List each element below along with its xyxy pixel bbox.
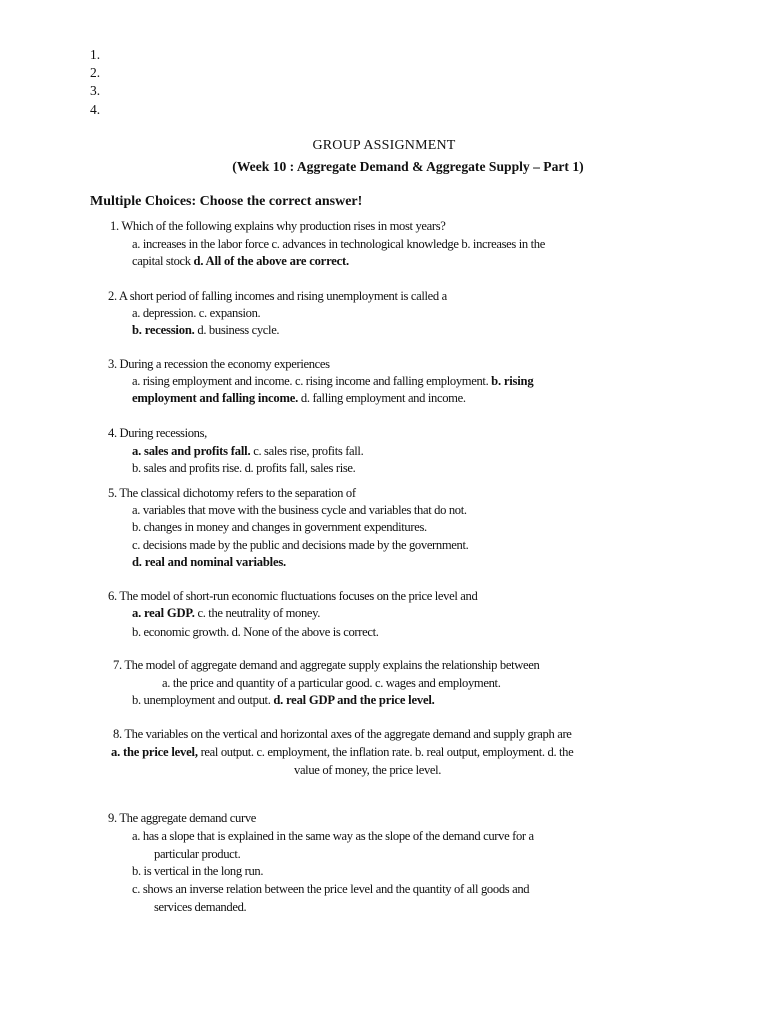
option-text: c. the neutrality of money.	[194, 606, 321, 620]
question-4-options-line-2: b. sales and profits rise. d. profits fall, sales rise.	[132, 461, 356, 475]
question-5-option-c: c. decisions made by the public and decisions made by the government.	[132, 538, 469, 552]
question-4-options-line-1	[132, 443, 363, 460]
question-9-option-c-cont: services demanded.	[154, 900, 247, 914]
question-6-options-line-2: b. economic growth. d. None of the above is correct.	[132, 625, 379, 639]
question-9-stem: 9. The aggregate demand curve	[108, 811, 257, 825]
question-7-options-line-2	[132, 692, 435, 709]
correct-answer: a. sales and profits fall.	[132, 444, 251, 458]
question-1-options-line-2	[132, 253, 349, 270]
question-8-stem: 8. The variables on the vertical and horizontal axes of the aggregate demand and supply graph are	[113, 727, 572, 741]
question-7-stem: 7. The model of aggregate demand and aggregate supply explains the relationship between	[113, 658, 540, 672]
correct-answer: d. All of the above are correct.	[193, 254, 349, 268]
option-text: capital stock	[132, 254, 194, 268]
assignment-subtitle: (Week 10 : Aggregate Demand & Aggregate Supply – Part 1)	[232, 159, 584, 174]
question-2-stem: 2. A short period of falling incomes and rising unemployment is called a	[108, 289, 447, 303]
option-text: real output. c. employment, the inflation rate. b. real output, employment. d. the	[197, 745, 574, 759]
correct-answer-part-2: employment and falling income.	[132, 391, 299, 405]
question-6-options-line-1	[132, 605, 320, 622]
question-3-options-line-1	[132, 373, 533, 390]
option-text: b. unemployment and output.	[132, 693, 274, 707]
correct-answer: b. recession.	[132, 323, 195, 337]
question-1-options-line-1: a. increases in the labor force c. advances in technological knowledge b. increases in the	[132, 237, 545, 251]
question-7-options-line-1: a. the price and quantity of a particular good. c. wages and employment.	[162, 676, 501, 690]
list-number-2: 2.	[90, 65, 101, 80]
question-9-option-b: b. is vertical in the long run.	[132, 864, 264, 878]
question-9-option-c: c. shows an inverse relation between the price level and the quantity of all goods and	[132, 882, 530, 896]
question-9-option-a-cont: particular product.	[154, 847, 241, 861]
question-5-option-a: a. variables that move with the business cycle and variables that do not.	[132, 503, 467, 517]
option-text: a. rising employment and income. c. rising income and falling employment.	[132, 374, 492, 388]
correct-answer: d. real and nominal variables.	[132, 555, 287, 569]
question-1-stem: 1. Which of the following explains why production rises in most years?	[110, 219, 446, 233]
question-5-option-b: b. changes in money and changes in government expenditures.	[132, 520, 427, 534]
question-2-options-line-2	[132, 322, 279, 339]
option-text: d. falling employment and income.	[298, 391, 466, 405]
option-text: d. business cycle.	[194, 323, 280, 337]
correct-answer: a. the price level,	[111, 745, 198, 759]
list-number-3: 3.	[90, 83, 101, 98]
question-9-option-a: a. has a slope that is explained in the same way as the slope of the demand curve for a	[132, 829, 534, 843]
question-3-options-line-2	[132, 390, 466, 407]
correct-answer-part-1: b. rising	[491, 374, 534, 388]
question-3-stem: 3. During a recession the economy experiences	[108, 357, 330, 371]
option-text: c. sales rise, profits fall.	[250, 444, 364, 458]
question-5-stem: 5. The classical dichotomy refers to the separation of	[108, 486, 356, 500]
assignment-title: GROUP ASSIGNMENT	[312, 138, 456, 153]
instruction-heading: Multiple Choices: Choose the correct answer!	[90, 194, 363, 209]
list-number-1: 1.	[90, 47, 101, 62]
question-8-options-line-2: value of money, the price level.	[294, 763, 442, 777]
question-2-options-line-1: a. depression. c. expansion.	[132, 306, 261, 320]
question-4-stem: 4. During recessions,	[108, 426, 207, 440]
question-6-stem: 6. The model of short-run economic fluctuations focuses on the price level and	[108, 589, 478, 603]
correct-answer: d. real GDP and the price level.	[273, 693, 435, 707]
question-8-options-line-1	[111, 744, 573, 761]
list-number-4: 4.	[90, 102, 101, 117]
correct-answer: a. real GDP.	[132, 606, 195, 620]
